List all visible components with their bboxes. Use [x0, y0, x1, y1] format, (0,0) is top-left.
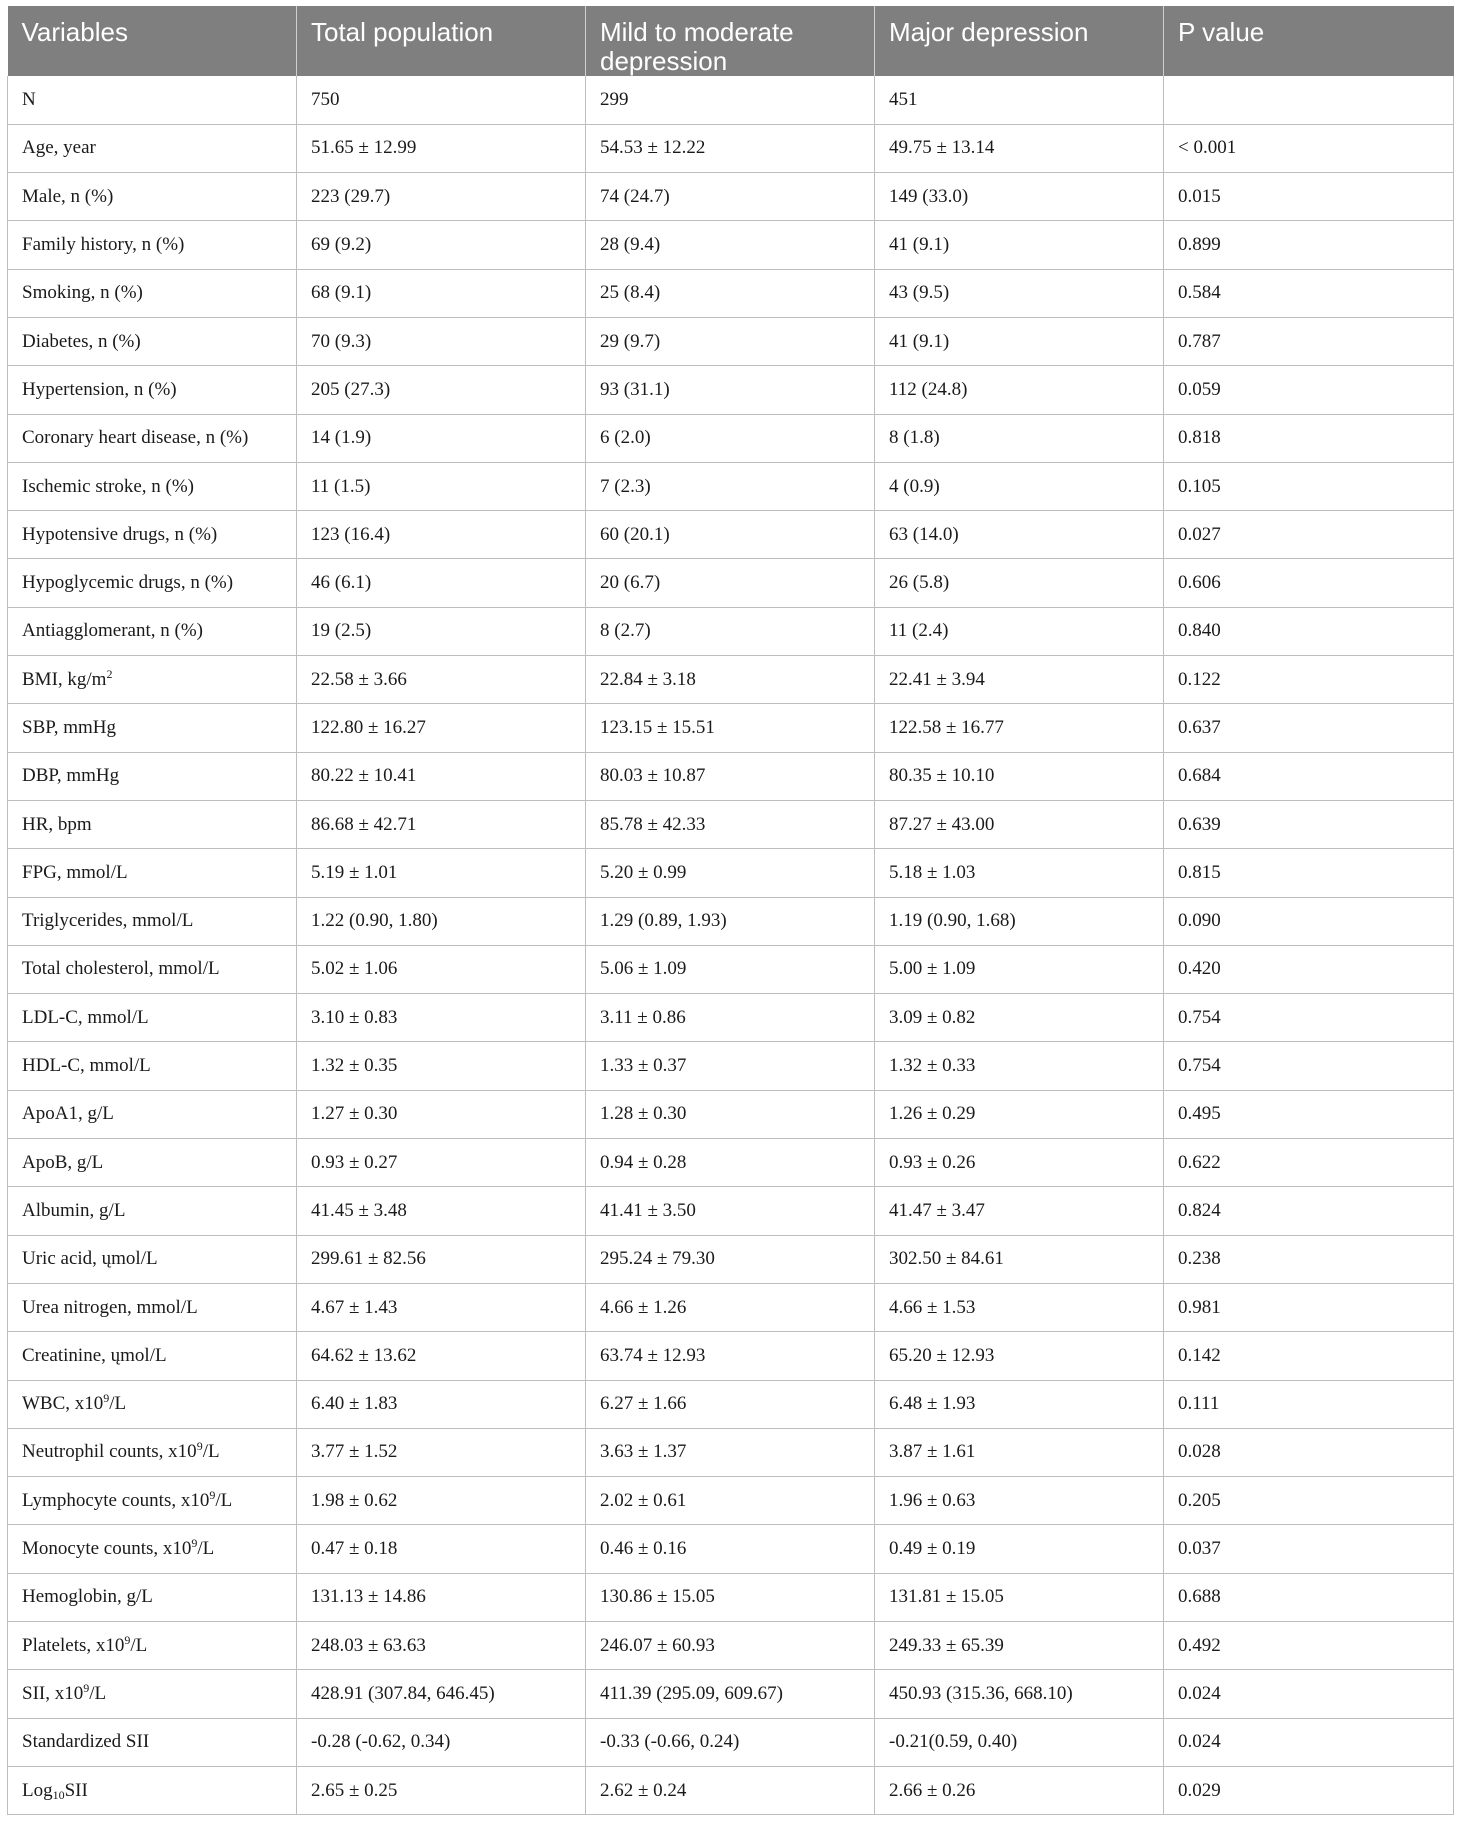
variable-label: Total cholesterol, mmol/L [22, 958, 220, 980]
table-row [8, 656, 1454, 704]
cell-mild-to-moderate: 4.66 ± 1.26 [586, 1283, 875, 1331]
variable-label: Triglycerides, mmol/L [22, 910, 194, 932]
cell-total-population: 428.91 (307.84, 646.45) [297, 1670, 586, 1718]
cell-p-value: 0.818 [1164, 414, 1454, 462]
cell-major-depression: 41.47 ± 3.47 [875, 1187, 1164, 1235]
cell-major-depression: 1.26 ± 0.29 [875, 1090, 1164, 1138]
cell-p-value: 0.122 [1164, 656, 1454, 704]
table-row [8, 1573, 1454, 1621]
variable-superscript: 2 [106, 666, 113, 681]
cell-major-depression: 49.75 ± 13.14 [875, 124, 1164, 172]
table-row [8, 173, 1454, 221]
header-total-population: Total population [297, 6, 586, 76]
variable-unit-suffix: /L [130, 1634, 148, 1656]
variable-label: Family history, n (%) [22, 234, 185, 256]
cell-p-value: 0.205 [1164, 1477, 1454, 1525]
cell-mild-to-moderate: 29 (9.7) [586, 317, 875, 365]
cell-variable [8, 607, 297, 655]
cell-p-value: 0.981 [1164, 1283, 1454, 1331]
cell-total-population: 51.65 ± 12.99 [297, 124, 586, 172]
cell-total-population: 1.32 ± 0.35 [297, 1042, 586, 1090]
cell-p-value: 0.090 [1164, 897, 1454, 945]
cell-major-depression: 3.87 ± 1.61 [875, 1428, 1164, 1476]
cell-major-depression: -0.21(0.59, 0.40) [875, 1718, 1164, 1766]
cell-mild-to-moderate: 41.41 ± 3.50 [586, 1187, 875, 1235]
table-row [8, 124, 1454, 172]
cell-p-value [1164, 76, 1454, 124]
table-row [8, 511, 1454, 559]
variable-label: Hypoglycemic drugs, n (%) [22, 572, 234, 594]
variable-label: Neutrophil counts, x10 [22, 1441, 197, 1463]
variable-label: Age, year [22, 137, 96, 159]
cell-mild-to-moderate: 2.62 ± 0.24 [586, 1766, 875, 1814]
variable-label: Male, n (%) [22, 185, 114, 207]
cell-total-population: 3.77 ± 1.52 [297, 1428, 586, 1476]
cell-major-depression: 149 (33.0) [875, 173, 1164, 221]
cell-mild-to-moderate: 5.20 ± 0.99 [586, 849, 875, 897]
cell-variable [8, 704, 297, 752]
table-row [8, 704, 1454, 752]
table-row [8, 1187, 1454, 1235]
cell-p-value: 0.495 [1164, 1090, 1454, 1138]
cell-p-value: 0.015 [1164, 173, 1454, 221]
cell-variable [8, 1573, 297, 1621]
cell-mild-to-moderate: 6.27 ± 1.66 [586, 1380, 875, 1428]
cell-p-value: 0.899 [1164, 221, 1454, 269]
cell-major-depression: 4 (0.9) [875, 462, 1164, 510]
cell-major-depression: 80.35 ± 10.10 [875, 752, 1164, 800]
variable-subscript: 10 [52, 1787, 65, 1802]
cell-p-value: 0.787 [1164, 317, 1454, 365]
cell-mild-to-moderate: 7 (2.3) [586, 462, 875, 510]
cell-total-population: 3.10 ± 0.83 [297, 994, 586, 1042]
cell-variable [8, 414, 297, 462]
cell-mild-to-moderate: 295.24 ± 79.30 [586, 1235, 875, 1283]
variable-label: Antiagglomerant, n (%) [22, 620, 203, 642]
variable-unit-suffix: /L [89, 1682, 107, 1704]
cell-variable [8, 800, 297, 848]
table-row [8, 366, 1454, 414]
cell-p-value: 0.492 [1164, 1622, 1454, 1670]
variable-superscript: 9 [191, 1536, 198, 1551]
cell-mild-to-moderate: 85.78 ± 42.33 [586, 800, 875, 848]
cell-mild-to-moderate: 63.74 ± 12.93 [586, 1332, 875, 1380]
cell-total-population: 64.62 ± 13.62 [297, 1332, 586, 1380]
cell-major-depression: 450.93 (315.36, 668.10) [875, 1670, 1164, 1718]
variable-label: Uric acid, ųmol/L [22, 1248, 158, 1270]
variable-label: Hemoglobin, g/L [22, 1586, 153, 1608]
cell-p-value: 0.622 [1164, 1139, 1454, 1187]
cell-p-value: 0.027 [1164, 511, 1454, 559]
cell-mild-to-moderate: 3.63 ± 1.37 [586, 1428, 875, 1476]
variable-label: SII, x10 [22, 1682, 84, 1704]
table-row [8, 1380, 1454, 1428]
cell-major-depression: 122.58 ± 16.77 [875, 704, 1164, 752]
cell-mild-to-moderate: 5.06 ± 1.09 [586, 945, 875, 993]
cell-variable [8, 1332, 297, 1380]
cell-major-depression: 131.81 ± 15.05 [875, 1573, 1164, 1621]
table-row [8, 1428, 1454, 1476]
cell-total-population: 69 (9.2) [297, 221, 586, 269]
cell-variable [8, 1090, 297, 1138]
cell-mild-to-moderate: 80.03 ± 10.87 [586, 752, 875, 800]
cell-variable [8, 1622, 297, 1670]
cell-total-population: 123 (16.4) [297, 511, 586, 559]
cell-p-value: 0.637 [1164, 704, 1454, 752]
table-row [8, 559, 1454, 607]
header-variables: Variables [8, 6, 297, 76]
table-row [8, 317, 1454, 365]
variable-label: HR, bpm [22, 813, 92, 835]
table-row [8, 1477, 1454, 1525]
cell-variable [8, 1428, 297, 1476]
cell-total-population: 205 (27.3) [297, 366, 586, 414]
table-row [8, 1622, 1454, 1670]
table-row [8, 76, 1454, 124]
cell-major-depression: 1.19 (0.90, 1.68) [875, 897, 1164, 945]
cell-mild-to-moderate: 123.15 ± 15.51 [586, 704, 875, 752]
cell-major-depression: 0.93 ± 0.26 [875, 1139, 1164, 1187]
cell-total-population: 70 (9.3) [297, 317, 586, 365]
cell-variable [8, 76, 297, 124]
cell-total-population: 223 (29.7) [297, 173, 586, 221]
cell-p-value: 0.059 [1164, 366, 1454, 414]
cell-variable [8, 462, 297, 510]
table-row [8, 1670, 1454, 1718]
cell-mild-to-moderate: 3.11 ± 0.86 [586, 994, 875, 1042]
variable-label: Creatinine, ųmol/L [22, 1344, 167, 1366]
cell-variable [8, 269, 297, 317]
cell-variable [8, 1235, 297, 1283]
cell-major-depression: 41 (9.1) [875, 317, 1164, 365]
cell-variable [8, 511, 297, 559]
cell-mild-to-moderate: 20 (6.7) [586, 559, 875, 607]
cell-major-depression: 26 (5.8) [875, 559, 1164, 607]
cell-major-depression: 1.32 ± 0.33 [875, 1042, 1164, 1090]
cell-major-depression: 5.18 ± 1.03 [875, 849, 1164, 897]
table-row [8, 849, 1454, 897]
cell-p-value: 0.037 [1164, 1525, 1454, 1573]
cell-variable [8, 752, 297, 800]
cell-major-depression: 8 (1.8) [875, 414, 1164, 462]
cell-p-value: 0.024 [1164, 1670, 1454, 1718]
table-row [8, 1332, 1454, 1380]
variable-label: Urea nitrogen, mmol/L [22, 1296, 198, 1318]
cell-p-value: 0.142 [1164, 1332, 1454, 1380]
cell-p-value: 0.584 [1164, 269, 1454, 317]
variable-label: N [22, 88, 36, 110]
cell-mild-to-moderate: 299 [586, 76, 875, 124]
cell-mild-to-moderate: 130.86 ± 15.05 [586, 1573, 875, 1621]
cell-total-population: 1.98 ± 0.62 [297, 1477, 586, 1525]
cell-total-population: -0.28 (-0.62, 0.34) [297, 1718, 586, 1766]
variable-unit-suffix: /L [197, 1538, 215, 1560]
cell-total-population: 5.19 ± 1.01 [297, 849, 586, 897]
cell-p-value: 0.815 [1164, 849, 1454, 897]
cell-major-depression: 87.27 ± 43.00 [875, 800, 1164, 848]
cell-total-population: 22.58 ± 3.66 [297, 656, 586, 704]
cell-major-depression: 0.49 ± 0.19 [875, 1525, 1164, 1573]
variable-label: Hypotensive drugs, n (%) [22, 523, 218, 545]
cell-total-population: 68 (9.1) [297, 269, 586, 317]
cell-total-population: 122.80 ± 16.27 [297, 704, 586, 752]
cell-p-value: 0.111 [1164, 1380, 1454, 1428]
cell-mild-to-moderate: 0.94 ± 0.28 [586, 1139, 875, 1187]
cell-mild-to-moderate: 25 (8.4) [586, 269, 875, 317]
cell-variable [8, 897, 297, 945]
cell-total-population: 248.03 ± 63.63 [297, 1622, 586, 1670]
variable-unit-suffix: /L [109, 1393, 127, 1415]
cell-mild-to-moderate: 60 (20.1) [586, 511, 875, 559]
header-major-depression: Major depression [875, 6, 1164, 76]
cell-total-population: 131.13 ± 14.86 [297, 1573, 586, 1621]
cell-variable [8, 1283, 297, 1331]
cell-mild-to-moderate: -0.33 (-0.66, 0.24) [586, 1718, 875, 1766]
cell-major-depression: 3.09 ± 0.82 [875, 994, 1164, 1042]
cell-major-depression: 4.66 ± 1.53 [875, 1283, 1164, 1331]
cell-mild-to-moderate: 54.53 ± 12.22 [586, 124, 875, 172]
cell-mild-to-moderate: 1.33 ± 0.37 [586, 1042, 875, 1090]
table-row [8, 945, 1454, 993]
variable-unit-suffix: /L [202, 1441, 220, 1463]
table-row [8, 1525, 1454, 1573]
variable-label: Standardized SII [22, 1731, 150, 1753]
cell-variable [8, 366, 297, 414]
header-row [8, 6, 1454, 76]
cell-total-population: 1.27 ± 0.30 [297, 1090, 586, 1138]
cell-variable [8, 559, 297, 607]
cell-variable [8, 317, 297, 365]
cell-total-population: 80.22 ± 10.41 [297, 752, 586, 800]
cell-p-value: 0.688 [1164, 1573, 1454, 1621]
cell-variable [8, 1718, 297, 1766]
header-p-value: P value [1164, 6, 1454, 76]
variable-label: Smoking, n (%) [22, 282, 143, 304]
cell-major-depression: 249.33 ± 65.39 [875, 1622, 1164, 1670]
depression-characteristics-table [7, 6, 1454, 1815]
cell-major-depression: 11 (2.4) [875, 607, 1164, 655]
cell-total-population: 1.22 (0.90, 1.80) [297, 897, 586, 945]
cell-variable [8, 124, 297, 172]
cell-p-value: 0.420 [1164, 945, 1454, 993]
variable-label: FPG, mmol/L [22, 861, 128, 883]
cell-mild-to-moderate: 246.07 ± 60.93 [586, 1622, 875, 1670]
cell-mild-to-moderate: 0.46 ± 0.16 [586, 1525, 875, 1573]
table-body [8, 76, 1454, 1815]
table-row [8, 897, 1454, 945]
cell-major-depression: 1.96 ± 0.63 [875, 1477, 1164, 1525]
table-row [8, 1235, 1454, 1283]
cell-variable [8, 994, 297, 1042]
cell-mild-to-moderate: 1.28 ± 0.30 [586, 1090, 875, 1138]
table-row [8, 1718, 1454, 1766]
cell-p-value: 0.639 [1164, 800, 1454, 848]
cell-major-depression: 112 (24.8) [875, 366, 1164, 414]
table-row [8, 462, 1454, 510]
cell-mild-to-moderate: 6 (2.0) [586, 414, 875, 462]
cell-total-population: 6.40 ± 1.83 [297, 1380, 586, 1428]
variable-label: Albumin, g/L [22, 1199, 126, 1221]
variable-superscript: 9 [124, 1632, 131, 1647]
cell-variable [8, 849, 297, 897]
cell-major-depression: 22.41 ± 3.94 [875, 656, 1164, 704]
cell-p-value: < 0.001 [1164, 124, 1454, 172]
variable-label: Monocyte counts, x10 [22, 1538, 192, 1560]
table-header [8, 6, 1454, 76]
table-row [8, 221, 1454, 269]
cell-variable [8, 1187, 297, 1235]
variable-label: WBC, x10 [22, 1393, 104, 1415]
cell-p-value: 0.606 [1164, 559, 1454, 607]
cell-p-value: 0.754 [1164, 1042, 1454, 1090]
cell-major-depression: 65.20 ± 12.93 [875, 1332, 1164, 1380]
cell-p-value: 0.684 [1164, 752, 1454, 800]
cell-total-population: 41.45 ± 3.48 [297, 1187, 586, 1235]
cell-variable [8, 656, 297, 704]
cell-mild-to-moderate: 74 (24.7) [586, 173, 875, 221]
variable-unit-suffix: /L [215, 1489, 233, 1511]
variable-superscript: 9 [196, 1439, 203, 1454]
cell-variable [8, 1042, 297, 1090]
table-row [8, 269, 1454, 317]
cell-major-depression: 43 (9.5) [875, 269, 1164, 317]
cell-p-value: 0.824 [1164, 1187, 1454, 1235]
variable-label: HDL-C, mmol/L [22, 1055, 151, 1077]
cell-mild-to-moderate: 8 (2.7) [586, 607, 875, 655]
cell-total-population: 46 (6.1) [297, 559, 586, 607]
variable-superscript: 9 [209, 1487, 216, 1502]
variable-superscript: 9 [83, 1680, 90, 1695]
cell-variable [8, 173, 297, 221]
cell-p-value: 0.754 [1164, 994, 1454, 1042]
table-row [8, 800, 1454, 848]
table-row [8, 1283, 1454, 1331]
table-row [8, 1090, 1454, 1138]
cell-major-depression: 451 [875, 76, 1164, 124]
cell-mild-to-moderate: 28 (9.4) [586, 221, 875, 269]
cell-variable [8, 1525, 297, 1573]
variable-label: Lymphocyte counts, x10 [22, 1489, 210, 1511]
variable-label: SBP, mmHg [22, 717, 116, 738]
cell-p-value: 0.028 [1164, 1428, 1454, 1476]
cell-p-value: 0.840 [1164, 607, 1454, 655]
cell-p-value: 0.024 [1164, 1718, 1454, 1766]
cell-total-population: 11 (1.5) [297, 462, 586, 510]
variable-label: Ischemic stroke, n (%) [22, 475, 194, 497]
variable-label: Hypertension, n (%) [22, 378, 177, 400]
cell-total-population: 86.68 ± 42.71 [297, 800, 586, 848]
cell-major-depression: 302.50 ± 84.61 [875, 1235, 1164, 1283]
variable-label: ApoB, g/L [22, 1151, 104, 1173]
data-table-container [7, 6, 1453, 1815]
cell-major-depression: 6.48 ± 1.93 [875, 1380, 1164, 1428]
cell-p-value: 0.105 [1164, 462, 1454, 510]
cell-mild-to-moderate: 22.84 ± 3.18 [586, 656, 875, 704]
cell-mild-to-moderate: 93 (31.1) [586, 366, 875, 414]
cell-major-depression: 41 (9.1) [875, 221, 1164, 269]
table-row [8, 607, 1454, 655]
cell-variable [8, 1477, 297, 1525]
cell-total-population: 14 (1.9) [297, 414, 586, 462]
table-row [8, 1042, 1454, 1090]
table-row [8, 752, 1454, 800]
cell-variable [8, 1670, 297, 1718]
cell-mild-to-moderate: 1.29 (0.89, 1.93) [586, 897, 875, 945]
cell-variable [8, 1766, 297, 1814]
variable-superscript: 9 [103, 1391, 110, 1406]
cell-total-population: 299.61 ± 82.56 [297, 1235, 586, 1283]
cell-variable [8, 221, 297, 269]
variable-label: Diabetes, n (%) [22, 330, 141, 352]
variable-label: ApoA1, g/L [22, 1103, 114, 1125]
variable-label: LDL-C, mmol/L [22, 1006, 149, 1028]
cell-p-value: 0.029 [1164, 1766, 1454, 1814]
variable-label: DBP, mmHg [22, 765, 120, 787]
table-row [8, 1766, 1454, 1814]
table-row [8, 414, 1454, 462]
cell-variable [8, 945, 297, 993]
cell-total-population: 4.67 ± 1.43 [297, 1283, 586, 1331]
cell-major-depression: 63 (14.0) [875, 511, 1164, 559]
table-row [8, 994, 1454, 1042]
cell-total-population: 5.02 ± 1.06 [297, 945, 586, 993]
header-mild-to-moderate: Mild to moderate depression [586, 6, 875, 76]
cell-variable [8, 1139, 297, 1187]
cell-p-value: 0.238 [1164, 1235, 1454, 1283]
variable-label: Coronary heart disease, n (%) [22, 427, 249, 449]
cell-total-population: 19 (2.5) [297, 607, 586, 655]
cell-total-population: 0.93 ± 0.27 [297, 1139, 586, 1187]
variable-label: Log [22, 1779, 53, 1801]
cell-mild-to-moderate: 2.02 ± 0.61 [586, 1477, 875, 1525]
cell-variable [8, 1380, 297, 1428]
cell-mild-to-moderate: 411.39 (295.09, 609.67) [586, 1670, 875, 1718]
cell-total-population: 0.47 ± 0.18 [297, 1525, 586, 1573]
variable-label: BMI, kg/m [22, 668, 107, 690]
variable-unit-suffix: SII [64, 1779, 88, 1801]
table-row [8, 1139, 1454, 1187]
variable-label: Platelets, x10 [22, 1634, 125, 1656]
cell-total-population: 2.65 ± 0.25 [297, 1766, 586, 1814]
cell-major-depression: 5.00 ± 1.09 [875, 945, 1164, 993]
cell-major-depression: 2.66 ± 0.26 [875, 1766, 1164, 1814]
cell-total-population: 750 [297, 76, 586, 124]
